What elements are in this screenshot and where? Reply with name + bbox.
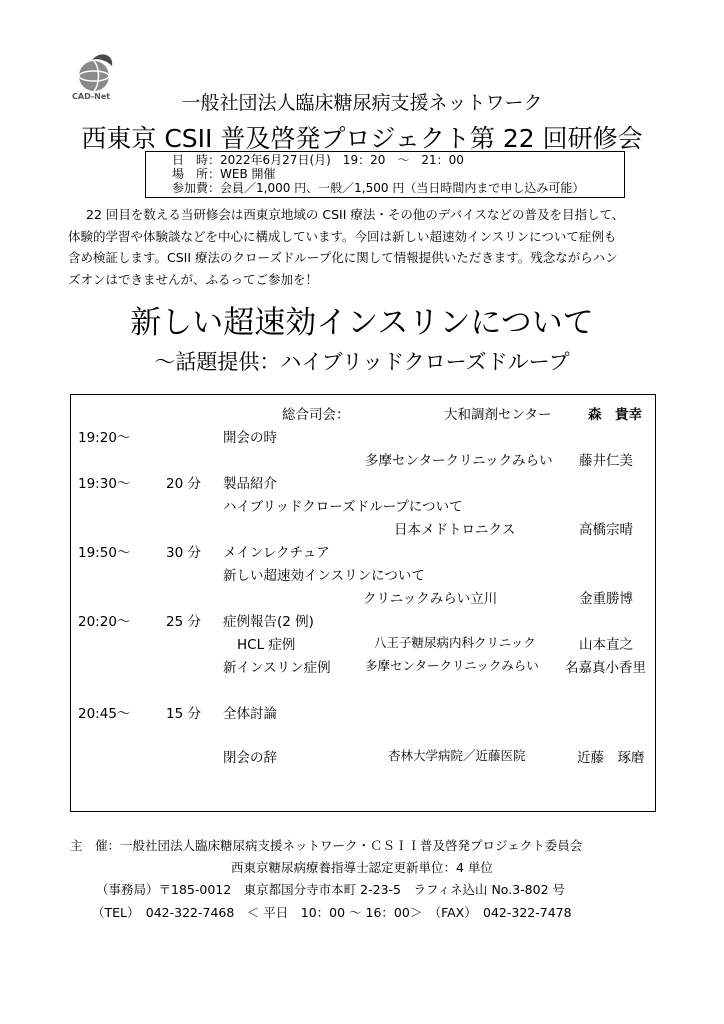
discussion-time: 20:45～ (78, 706, 131, 722)
discussion-duration: 15 分 (166, 706, 201, 722)
product-duration: 20 分 (166, 476, 201, 492)
opening-name: 藤井仁美 (579, 453, 633, 469)
event-fee: 参加費：会員／1,000 円、一般／1,500 円（当日時間内まで申し込み可能） (172, 181, 585, 195)
case-duration: 25 分 (166, 614, 201, 630)
case1-name: 山本直之 (579, 637, 633, 653)
mc-name: 森 貴幸 (588, 407, 642, 423)
product-title: 製品紹介 (223, 476, 277, 492)
opening-title: 開会の時 (223, 430, 277, 446)
opening-time: 19:20～ (78, 430, 131, 446)
main-topic: 新しい超速効インスリンについて (223, 568, 425, 584)
case-title: 症例報告(2 例) (223, 614, 314, 630)
event-place: 場 所：WEB 開催 (172, 167, 276, 181)
office-address: （事務局）〒185-0012 東京都国分寺市本町 2-23-5 ラフィネ込山 No.3-802 号 (96, 882, 566, 897)
product-time: 19:30～ (78, 476, 131, 492)
contact-line: （TEL） 042-322-7468 ＜ 平日 10：00 ～ 16：00＞ （FAX） 042-322-7478 (92, 905, 572, 920)
closing-org: 杏林大学病院／近藤医院 (388, 748, 526, 763)
main-time: 19:50～ (78, 545, 131, 561)
event-title: 西東京 CSII 普及啓発プロジェクト第 22 回研修会 (81, 124, 643, 153)
main-name: 金重勝博 (579, 591, 633, 607)
intro-line: 22 回目を数える当研修会は西東京地域の CSII 療法・その他のデバイスなどの普及を目指して、 (86, 207, 625, 222)
intro-line: 体験的学習や体験談などを中心に構成しています。今回は新しい超速効インスリンについて症例も (68, 228, 617, 244)
discussion-title: 全体討論 (223, 706, 277, 722)
credit-line: 西東京糖尿病療養指導士認定更新単位：4 単位 (231, 860, 493, 875)
intro-line: 含め検証します。CSII 療法のクローズドループ化に関して情報提供いただきます。残念ながらハン (68, 250, 618, 265)
organization-title: 一般社団法人臨床糖尿病支援ネットワーク (181, 92, 543, 114)
case2-label: 新インスリン症例 (223, 660, 331, 676)
product-topic: ハイブリッドクローズドループについて (223, 499, 463, 515)
case2-org: 多摩センタークリニックみらい (365, 658, 539, 673)
main-org: クリニックみらい立川 (363, 591, 498, 607)
case1-label: HCL 症例 (237, 637, 296, 653)
closing-name: 近藤 琢磨 (577, 750, 645, 766)
closing-title: 閉会の辞 (223, 750, 277, 766)
event-date: 日 時：2022年6月27日(月) 19：20 ～ 21：00 (172, 153, 464, 167)
sponsor-line: 主 催：一般社団法人臨床糖尿病支援ネットワーク・ＣＳＩＩ普及啓発プロジェクト委員会 (70, 838, 583, 853)
product-org: 日本メドトロニクス (394, 522, 516, 538)
lecture-title: 新しい超速効インスリンについて (130, 305, 594, 341)
mc-label: 総合司会： (282, 407, 350, 423)
logo-text: CAD-Net (72, 92, 111, 101)
intro-line: ズオンはできませんが、ふるってご参加を！ (68, 271, 319, 287)
product-name: 高橋宗晴 (579, 522, 633, 538)
lecture-subtitle: ～話題提供：ハイブリッドクローズドループ (154, 350, 570, 374)
case2-name: 名嘉真小香里 (565, 660, 646, 676)
opening-org: 多摩センタークリニックみらい (365, 453, 553, 469)
case1-org: 八王子糖尿病内科クリニック (374, 635, 536, 650)
intro-paragraph (68, 204, 668, 290)
case-time: 20:20～ (78, 614, 131, 630)
event-info-box (145, 151, 625, 198)
mc-org: 大和調剤センター (444, 407, 552, 423)
main-duration: 30 分 (166, 545, 201, 561)
main-title: メインレクチュア (223, 545, 330, 561)
program-schedule (70, 394, 656, 812)
